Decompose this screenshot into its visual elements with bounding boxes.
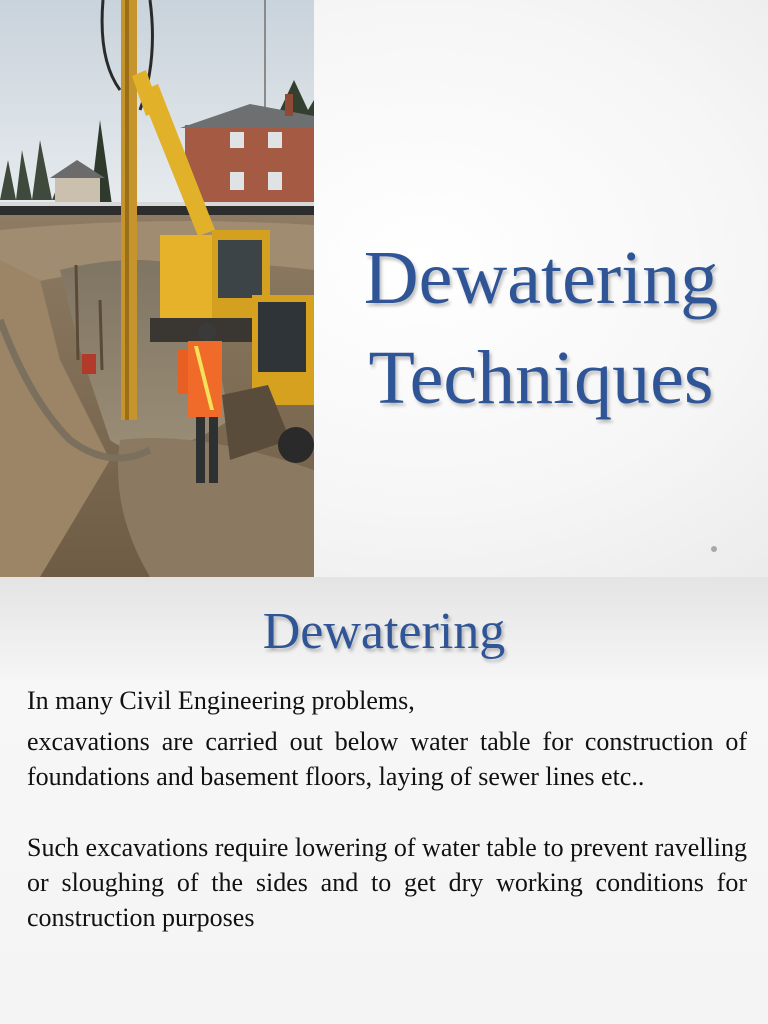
main-title (314, 228, 768, 428)
construction-photo (0, 0, 314, 577)
body-text (27, 683, 747, 935)
paragraph-lowering: Such excavations require lowering of water table to prevent ravelling or sloughing of the sides and to get dry working conditions for construction purposes (27, 833, 747, 932)
title-line-2: Techniques (368, 336, 714, 420)
bullet-dot (711, 546, 717, 552)
content-slide (0, 577, 768, 1024)
paragraph-excavations: excavations are carried out below water table for construction of foundations and basement floors, laying of sewer lines etc.. (27, 727, 747, 791)
title-line-1: Dewatering (363, 236, 719, 320)
section-title: Dewatering (262, 603, 506, 660)
paragraph-intro: In many Civil Engineering problems, (27, 686, 415, 715)
